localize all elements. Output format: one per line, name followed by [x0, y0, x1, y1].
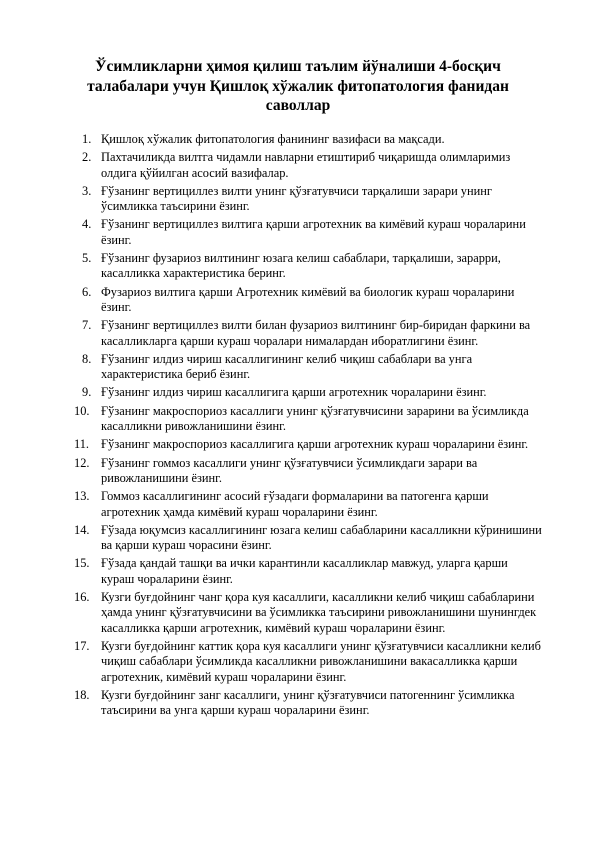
question-number: 6. [82, 284, 92, 299]
question-text: Ғўзанинг илдиз чириш касаллигининг келиб чиқиш сабаблари ва унга характеристика бериб ёзинг. [101, 351, 473, 382]
question-item [74, 217, 544, 248]
question-item [74, 404, 544, 435]
question-text: Фузариоз вилтига қарши Агротехник кимёвий ва биологик кураш чораларини ёзинг. [101, 284, 515, 314]
question-item [74, 639, 544, 685]
question-item [74, 352, 544, 383]
question-number: 5. [82, 251, 92, 266]
question-number: 2. [82, 150, 92, 165]
question-item [74, 688, 544, 719]
question-number: 18. [74, 687, 90, 702]
question-text: Ғўзанинг макроспориоз касаллигига қарши агротехник кураш чораларини ёзинг. [101, 437, 529, 452]
question-number: 11. [74, 437, 90, 452]
question-item [74, 456, 544, 487]
question-text: Ғўзада қандай ташқи ва ички карантинли касалликлар мавжуд, уларга қарши кураш чораларини ёзинг. [101, 556, 508, 586]
question-text: Ғўзанинг вертициллез вилти билан фузариоз вилтининг бир-биридан фаркини ва касалликларга қарши кураш чоралари нималардан иборатлигини ёзинг. [101, 318, 531, 348]
question-item [74, 184, 544, 215]
question-text: Кузги буғдойнинг чанг қора куя касаллиги, касалликни келиб чиқиш сабабларини ҳамда унинг қўзғатувчисини ва ўсимликка таъсирини ривожланишини шунингдек касалликка қарши агротехник, кимёвий кураш чораларини ёзинг. [101, 590, 537, 635]
question-item [74, 132, 544, 147]
question-item [74, 523, 544, 554]
question-list [74, 132, 544, 721]
question-text: Пахтачиликда вилтга чидамли навларни етиштириб чиқаришда олимларимиз олдига қўйилган асосий вазифалар. [101, 150, 511, 180]
question-item [74, 556, 544, 587]
question-number: 9. [82, 385, 92, 400]
question-text: Ғўзанинг вертициллез вилтига қарши агротехник ва кимёвий кураш чораларини ёзинг. [101, 217, 526, 247]
question-item [74, 590, 544, 636]
question-text: Ғўзанинг илдиз чириш касаллигига қарши агротехник чораларини ёзинг. [101, 385, 487, 400]
question-item [74, 318, 544, 349]
question-number: 13. [74, 489, 90, 504]
question-number: 3. [82, 183, 92, 198]
question-item [74, 385, 544, 400]
question-text: Кузги буғдойнинг каттик қора куя касаллиги унинг қўзғатувчиси касалликни келиб чиқиш сабаблари ўсимликда касалликни ривожланишини вакасалликка қарши агротехник, кимёвий кураш чораларини ёзинг. [101, 638, 541, 684]
question-number: 7. [82, 318, 92, 333]
question-text: Ғўзада юқумсиз касаллигининг юзага келиш сабабларини касалликни кўринишини ва қарши кураш чорасини ёзинг. [101, 522, 542, 553]
question-text: Кузги буғдойнинг занг касаллиги, унинг қўзғатувчиси патогеннинг ўсимликка таъсирини ва унга қарши кураш чораларини ёзинг. [101, 687, 515, 718]
question-number: 12. [74, 455, 90, 470]
question-text: Ғўзанинг гоммоз касаллиги унинг қўзғатувчиси ўсимликдаги зарари ва ривожланишини ёзинг. [101, 455, 478, 485]
question-text: Қишлоқ хўжалик фитопатология фанининг вазифаси ва мақсади. [101, 132, 445, 146]
question-text: Ғўзанинг макроспориоз касаллиги унинг қўзғатувчисини зарарини ва ўсимликда касалликни ривожланишини ёзинг. [101, 403, 529, 434]
question-item [74, 285, 544, 316]
question-number: 4. [82, 217, 92, 232]
question-number: 16. [74, 590, 90, 605]
question-number: 15. [74, 556, 90, 571]
question-number: 14. [74, 522, 90, 537]
question-item [74, 437, 544, 452]
question-item [74, 251, 544, 282]
question-item [74, 150, 544, 181]
question-number: 10. [74, 403, 90, 418]
page-title: Ўсимликларни ҳимоя қилиш таълим йўналиши 4-босқич талабалари учун Қишлоқ хўжалик фитопатология фанидан саволлар [87, 58, 509, 114]
question-item [74, 489, 544, 520]
question-text: Ғўзанинг фузариоз вилтининг юзага келиш сабаблари, тарқалиши, зарарри, касалликка характеристика беринг. [101, 251, 501, 281]
question-number: 8. [82, 351, 92, 366]
question-number: 17. [74, 638, 90, 653]
question-text: Ғўзанинг вертициллез вилти унинг қўзғатувчиси тарқалиши зарари унинг ўсимликка таъсирини ёзинг. [101, 183, 492, 214]
question-number: 1. [82, 132, 92, 146]
question-text: Гоммоз касаллигининг асосий ғўзадаги формаларини ва патогенга қарши агротехник ҳамда кимёвий кураш чораларини ёзинг. [101, 489, 489, 519]
